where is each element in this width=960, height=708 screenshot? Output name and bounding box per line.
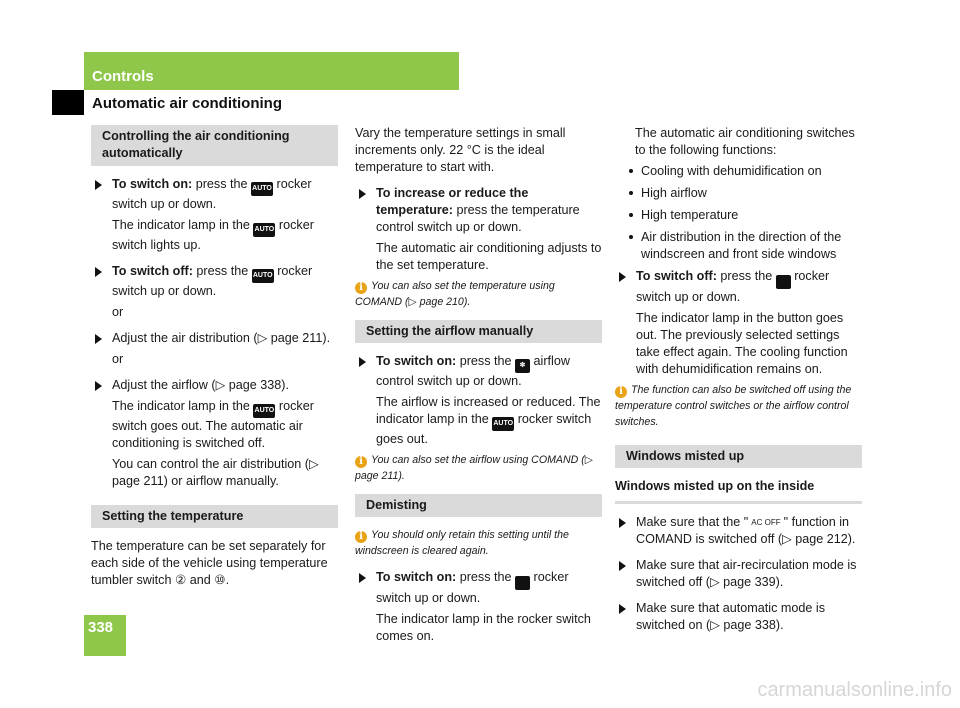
step-switch-on: To switch on: press the AUTO rocker switch up or down. <box>91 176 338 213</box>
auto-button-icon: AUTO <box>492 417 514 431</box>
arrow-icon <box>95 180 102 190</box>
list-item: High temperature <box>615 207 862 224</box>
column-right <box>615 125 862 638</box>
heading-demisting: Demisting <box>355 494 602 517</box>
step-increase-reduce: To increase or reduce the temperature: press the temperature control switch up or down. <box>355 185 602 236</box>
heading-windows-misted: Windows misted up <box>615 445 862 468</box>
arrow-icon <box>619 561 626 571</box>
fan-icon: ✽ <box>515 359 530 373</box>
arrow-icon <box>359 189 366 199</box>
note-switch-off: i The function can also be switched off using the temperature control switches or the airflow control switches. <box>615 384 852 428</box>
bullet-icon <box>629 235 633 239</box>
note-demisting: i You should only retain this setting until the windscreen is cleared again. <box>355 529 569 557</box>
bullet-icon <box>629 169 633 173</box>
watermark: carmanualsonline.info <box>757 679 952 701</box>
step-ac-off: Make sure that the " AC OFF " function in COMAND is switched off (▷ page 212). <box>615 514 862 548</box>
arrow-icon <box>359 573 366 583</box>
auto-button-icon: AUTO <box>252 269 274 283</box>
divider <box>615 501 862 504</box>
demist-off-result: The indicator lamp in the button goes out. The previously selected settings take effect again. The cooling function with dehumidification remains on. <box>636 311 848 376</box>
list-item: Cooling with dehumidification on <box>615 163 862 180</box>
arrow-icon <box>95 381 102 391</box>
chapter-title: Automatic air conditioning <box>92 95 282 112</box>
arrow-icon <box>619 604 626 614</box>
step-airflow-on: To switch on: press the ✽ airflow control switch up or down. <box>355 353 602 390</box>
bullet-icon <box>629 191 633 195</box>
step-demist-on: To switch on: press the rocker switch up or down. <box>355 569 602 607</box>
step-adjust-airflow: Adjust the airflow (▷ page 338). <box>91 377 338 394</box>
control-manually-text: You can control the air distribution (▷ page 211) or airflow manually. <box>112 457 319 488</box>
step-demist-off: To switch off: press the rocker switch up or down. <box>615 268 862 306</box>
section-title: Controls <box>92 68 154 85</box>
column-left <box>91 125 338 593</box>
or-text: or <box>112 305 124 319</box>
info-icon: i <box>355 456 367 468</box>
info-icon: i <box>615 386 627 398</box>
note-airflow-comand: i You can also set the airflow using COMAND (▷ page 211). <box>355 454 593 482</box>
step-adjust-distribution: Adjust the air distribution (▷ page 211). <box>91 330 338 347</box>
switches-intro: The automatic air conditioning switches to the following functions: <box>635 126 855 157</box>
subheading-misted-inside: Windows misted up on the inside <box>615 479 815 493</box>
arrow-icon <box>619 272 626 282</box>
arrow-icon <box>95 334 102 344</box>
front-demist-icon <box>515 576 530 590</box>
heading-controlling-automatically: Controlling the air conditioning automatically <box>91 125 338 166</box>
chapter-tab <box>52 90 84 115</box>
ac-off-icon: AC OFF <box>751 518 781 527</box>
temperature-intro: Vary the temperature settings in small increments only. 22 °C is the ideal temperature to start with. <box>355 126 566 174</box>
step-switch-off: To switch off: press the AUTO rocker switch up or down. <box>91 263 338 300</box>
adjusts-text: The automatic air conditioning adjusts to the set temperature. <box>376 241 602 272</box>
note-temperature-comand: i You can also set the temperature using COMAND (▷ page 210). <box>355 280 555 308</box>
auto-button-icon: AUTO <box>251 182 273 196</box>
heading-setting-temperature: Setting the temperature <box>91 505 338 528</box>
demist-lamp-text: The indicator lamp in the rocker switch comes on. <box>376 612 591 643</box>
info-icon: i <box>355 531 367 543</box>
step-recirculation-off: Make sure that air-recirculation mode is switched off (▷ page 339). <box>615 557 862 591</box>
column-middle <box>355 125 602 649</box>
airflow-result-text: The airflow is increased or reduced. The indicator lamp in the AUTO rocker switch goes out. <box>376 395 601 446</box>
page-number: 338 <box>88 619 114 636</box>
auto-button-icon: AUTO <box>253 404 275 418</box>
list-item: Air distribution in the direction of the windscreen and front side windows <box>615 229 862 263</box>
lamp-out-text: The indicator lamp in the AUTO rocker switch goes out. The automatic air conditioning is switched off. <box>112 399 314 450</box>
arrow-icon <box>95 267 102 277</box>
info-icon: i <box>355 282 367 294</box>
temperature-text: The temperature can be set separately for each side of the vehicle using temperature tumbler switch ② and ⑩. <box>91 539 328 587</box>
bullet-icon <box>629 213 633 217</box>
front-demist-icon <box>776 275 791 289</box>
or-text: or <box>112 352 124 366</box>
list-item: High airflow <box>615 185 862 202</box>
arrow-icon <box>359 357 366 367</box>
auto-button-icon: AUTO <box>253 223 275 237</box>
step-automatic-on: Make sure that automatic mode is switched on (▷ page 338). <box>615 600 862 634</box>
heading-airflow-manually: Setting the airflow manually <box>355 320 602 343</box>
lamp-on-text: The indicator lamp in the AUTO rocker switch lights up. <box>112 218 314 252</box>
arrow-icon <box>619 518 626 528</box>
